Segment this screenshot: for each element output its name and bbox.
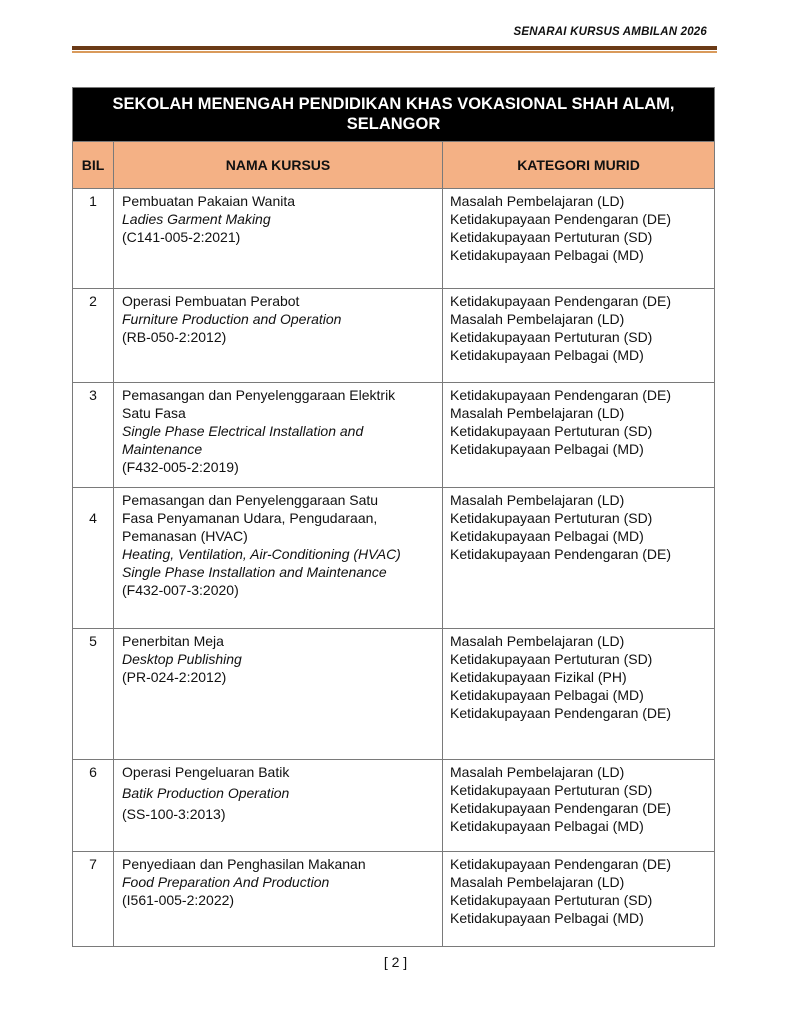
student-category: Ketidakupayaan Pelbagai (MD) <box>450 441 644 457</box>
student-category: Masalah Pembelajaran (LD) <box>450 633 625 649</box>
course-name-malay: Operasi Pengeluaran Batik <box>122 764 290 780</box>
student-category: Ketidakupayaan Pelbagai (MD) <box>450 687 644 703</box>
course-name-malay: Pemanasan (HVAC) <box>122 528 248 544</box>
school-name-cell <box>73 88 715 142</box>
student-category: Ketidakupayaan Pendengaran (DE) <box>450 856 672 872</box>
course-name-english: Ladies Garment Making <box>122 211 271 227</box>
table-row <box>73 760 715 852</box>
student-category: Ketidakupayaan Fizikal (PH) <box>450 669 627 685</box>
student-category: Ketidakupayaan Pendengaran (DE) <box>450 800 672 816</box>
school-name-line2: SELANGOR <box>346 115 441 133</box>
student-category: Ketidakupayaan Pertuturan (SD) <box>450 510 653 526</box>
student-category: Masalah Pembelajaran (LD) <box>450 311 625 327</box>
course-name-english: Batik Production Operation <box>122 785 290 801</box>
student-category: Ketidakupayaan Pertuturan (SD) <box>450 423 653 439</box>
course-name-malay: Penerbitan Meja <box>122 633 224 649</box>
student-category-cell <box>443 189 715 289</box>
table-row <box>73 852 715 947</box>
student-category: Masalah Pembelajaran (LD) <box>450 193 625 209</box>
course-name-cell <box>114 852 443 947</box>
student-category: Ketidakupayaan Pertuturan (SD) <box>450 329 653 345</box>
student-category: Ketidakupayaan Pendengaran (DE) <box>450 387 672 403</box>
student-category: Ketidakupayaan Pendengaran (DE) <box>450 211 672 227</box>
student-category-cell <box>443 852 715 947</box>
student-category: Ketidakupayaan Pertuturan (SD) <box>450 229 653 245</box>
course-name-english: Single Phase Electrical Installation and <box>122 423 364 439</box>
student-category-cell <box>443 289 715 383</box>
column-header-course: NAMA KURSUS <box>114 142 443 189</box>
course-name-english: Single Phase Installation and Maintenance <box>122 564 387 580</box>
student-category: Ketidakupayaan Pendengaran (DE) <box>450 293 672 309</box>
course-code: (F432-005-2:2019) <box>122 459 239 475</box>
student-category-cell <box>443 383 715 488</box>
course-code: (F432-007-3:2020) <box>122 582 239 598</box>
course-code: (I561-005-2:2022) <box>122 892 235 908</box>
course-name-english: Heating, Ventilation, Air-Conditioning (HVAC) <box>122 546 401 562</box>
course-name-malay: Operasi Pembuatan Perabot <box>122 293 300 309</box>
course-code: (PR-024-2:2012) <box>122 669 227 685</box>
student-category: Ketidakupayaan Pertuturan (SD) <box>450 892 653 908</box>
course-name-english: Furniture Production and Operation <box>122 311 342 327</box>
course-name-cell <box>114 760 443 852</box>
column-header-category: KATEGORI MURID <box>443 142 715 189</box>
table-row <box>73 629 715 760</box>
course-name-malay: Fasa Penyamanan Udara, Pengudaraan, <box>122 510 378 526</box>
column-header-bil: BIL <box>73 142 114 189</box>
course-name-cell <box>114 488 443 629</box>
school-name-line1: SEKOLAH MENENGAH PENDIDIKAN KHAS VOKASIONAL SHAH ALAM, <box>112 95 675 113</box>
student-category: Masalah Pembelajaran (LD) <box>450 405 625 421</box>
page-number: [ 2 ] <box>383 954 408 970</box>
table-row <box>73 289 715 383</box>
table-row <box>73 383 715 488</box>
course-code: (RB-050-2:2012) <box>122 329 227 345</box>
student-category-cell <box>443 629 715 760</box>
student-category: Ketidakupayaan Pelbagai (MD) <box>450 247 644 263</box>
course-name-cell <box>114 289 443 383</box>
table-row <box>73 488 715 629</box>
student-category-cell <box>443 760 715 852</box>
course-name-malay: Pemasangan dan Penyelenggaraan Satu <box>122 492 379 508</box>
student-category: Ketidakupayaan Pertuturan (SD) <box>450 651 653 667</box>
course-table <box>72 87 715 947</box>
course-name-malay: Penyediaan dan Penghasilan Makanan <box>122 856 366 872</box>
header-rule-dark <box>72 46 717 50</box>
student-category: Ketidakupayaan Pelbagai (MD) <box>450 347 644 363</box>
course-name-english: Desktop Publishing <box>122 651 242 667</box>
row-number: 6 <box>73 760 114 852</box>
student-category: Masalah Pembelajaran (LD) <box>450 492 625 508</box>
table-row <box>73 189 715 289</box>
course-name-malay: Pemasangan dan Penyelenggaraan Elektrik <box>122 387 396 403</box>
course-name-cell <box>114 189 443 289</box>
student-category: Ketidakupayaan Pertuturan (SD) <box>450 782 653 798</box>
row-number: 1 <box>73 189 114 289</box>
course-name-cell <box>114 383 443 488</box>
student-category: Ketidakupayaan Pelbagai (MD) <box>450 910 644 926</box>
row-number: 2 <box>73 289 114 383</box>
student-category-cell <box>443 488 715 629</box>
student-category: Ketidakupayaan Pendengaran (DE) <box>450 705 672 721</box>
row-number: 5 <box>73 629 114 760</box>
header-rule-light <box>72 51 717 53</box>
course-name-english: Food Preparation And Production <box>122 874 330 890</box>
student-category: Ketidakupayaan Pendengaran (DE) <box>450 546 672 562</box>
course-name-english: Maintenance <box>122 441 203 457</box>
course-code: (SS-100-3:2013) <box>122 806 226 822</box>
course-code: (C141-005-2:2021) <box>122 229 241 245</box>
student-category: Ketidakupayaan Pelbagai (MD) <box>450 528 644 544</box>
student-category: Masalah Pembelajaran (LD) <box>450 764 625 780</box>
row-number: 3 <box>73 383 114 488</box>
document-header-title: SENARAI KURSUS AMBILAN 2026 <box>513 26 707 38</box>
student-category: Ketidakupayaan Pelbagai (MD) <box>450 818 644 834</box>
course-name-cell <box>114 629 443 760</box>
course-name-malay: Satu Fasa <box>122 405 186 421</box>
student-category: Masalah Pembelajaran (LD) <box>450 874 625 890</box>
course-name-malay: Pembuatan Pakaian Wanita <box>122 193 296 209</box>
row-number: 7 <box>73 852 114 947</box>
row-number: 4 <box>73 488 114 629</box>
